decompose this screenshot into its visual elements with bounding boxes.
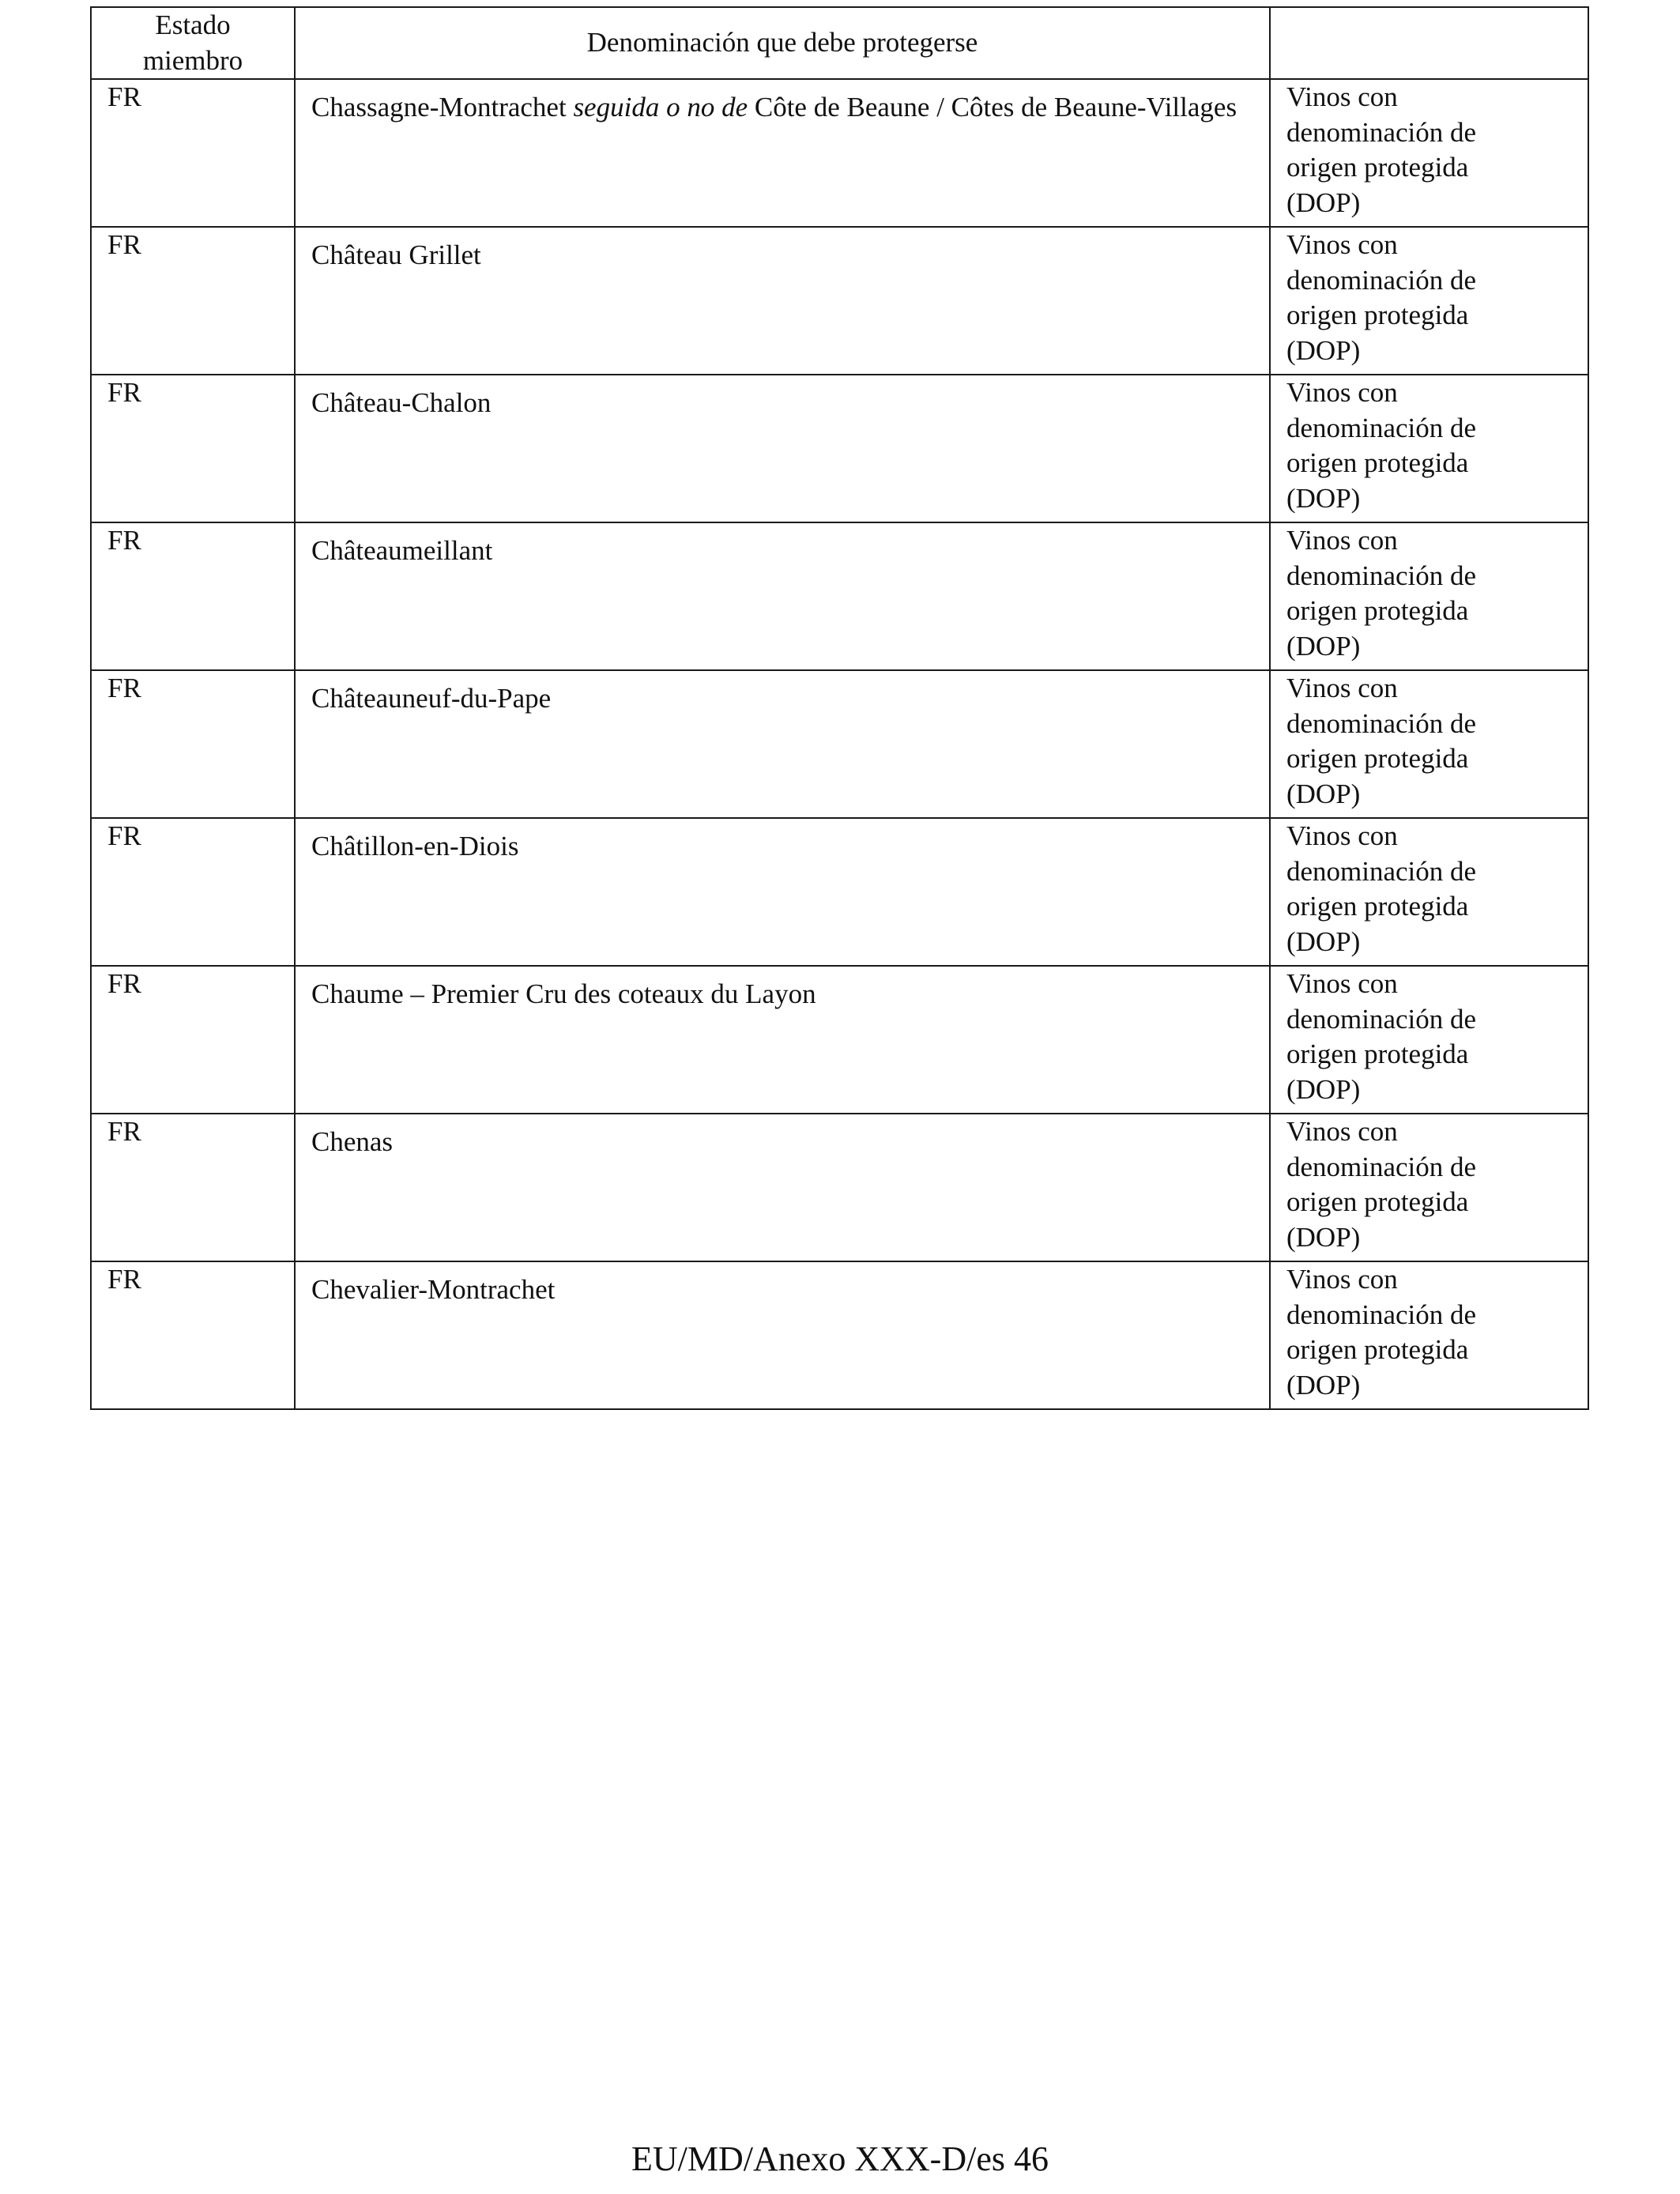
cell-type <box>1270 670 1588 818</box>
cell-type <box>1270 1261 1588 1409</box>
cell-name: Chaume – Premier Cru des coteaux du Layon <box>295 966 1270 1114</box>
type-line: Vinos con <box>1286 377 1398 408</box>
type-line: Vinos con <box>1286 525 1398 556</box>
name-qualifier: seguida o no de <box>573 92 748 123</box>
table-row <box>91 966 1588 1114</box>
cell-type <box>1270 1114 1588 1261</box>
type-line: (DOP) <box>1286 778 1361 809</box>
type-line: origen protegida <box>1286 300 1469 330</box>
type-line: origen protegida <box>1286 152 1469 183</box>
cell-name: Châteaumeillant <box>295 522 1270 670</box>
type-line: (DOP) <box>1286 1073 1361 1105</box>
type-line: origen protegida <box>1286 743 1469 774</box>
cell-type <box>1270 966 1588 1114</box>
cell-type <box>1270 375 1588 522</box>
cell-type <box>1270 79 1588 227</box>
type-line: origen protegida <box>1286 891 1469 922</box>
cell-type <box>1270 818 1588 966</box>
type-line: denominación de <box>1286 116 1477 148</box>
type-line: denominación de <box>1286 707 1477 739</box>
type-line: origen protegida <box>1286 595 1469 626</box>
type-line: origen protegida <box>1286 1334 1469 1365</box>
protected-names-table <box>90 6 1589 1410</box>
type-line: (DOP) <box>1286 925 1361 957</box>
type-line: origen protegida <box>1286 447 1469 478</box>
table-row <box>91 1114 1588 1261</box>
cell-state: FR <box>91 818 295 966</box>
name-text: Chassagne-Montrachet <box>311 92 574 123</box>
cell-name: Châtillon-en-Diois <box>295 818 1270 966</box>
type-line: Vinos con <box>1286 1116 1398 1147</box>
type-line: (DOP) <box>1286 187 1361 218</box>
type-line: origen protegida <box>1286 1039 1469 1069</box>
cell-name <box>295 79 1270 227</box>
header-type <box>1270 7 1588 79</box>
table-header <box>91 7 1588 79</box>
cell-state: FR <box>91 1114 295 1261</box>
cell-type <box>1270 227 1588 375</box>
type-line: Vinos con <box>1286 673 1398 703</box>
table-body <box>91 79 1588 1409</box>
type-line: (DOP) <box>1286 630 1361 662</box>
type-line: origen protegida <box>1286 1186 1469 1217</box>
cell-state: FR <box>91 670 295 818</box>
type-line: denominación de <box>1286 1299 1477 1330</box>
cell-name: Châteauneuf-du-Pape <box>295 670 1270 818</box>
type-line: (DOP) <box>1286 334 1361 366</box>
type-line: Vinos con <box>1286 820 1398 851</box>
table-header-row <box>91 7 1588 79</box>
type-line: denominación de <box>1286 1003 1477 1035</box>
type-line: Vinos con <box>1286 229 1398 260</box>
type-line: (DOP) <box>1286 1369 1361 1400</box>
type-line: Vinos con <box>1286 81 1398 112</box>
cell-state: FR <box>91 79 295 227</box>
type-line: denominación de <box>1286 855 1477 887</box>
cell-name: Chenas <box>295 1114 1270 1261</box>
cell-name: Château Grillet <box>295 227 1270 375</box>
cell-name: Château-Chalon <box>295 375 1270 522</box>
type-line: (DOP) <box>1286 482 1361 514</box>
table-row <box>91 375 1588 522</box>
table-row <box>91 522 1588 670</box>
type-line: Vinos con <box>1286 1264 1398 1295</box>
cell-state: FR <box>91 966 295 1114</box>
cell-state: FR <box>91 522 295 670</box>
type-line: (DOP) <box>1286 1221 1361 1253</box>
cell-state: FR <box>91 375 295 522</box>
type-line: denominación de <box>1286 264 1477 296</box>
type-line: denominación de <box>1286 560 1477 591</box>
table-row <box>91 1261 1588 1409</box>
type-line: denominación de <box>1286 412 1477 443</box>
name-text-continued: Côte de Beaune / Côtes de Beaune-Villages <box>748 92 1237 123</box>
table-row <box>91 670 1588 818</box>
type-line: denominación de <box>1286 1151 1477 1182</box>
cell-type <box>1270 522 1588 670</box>
table-row <box>91 227 1588 375</box>
page-reference: EU/MD/Anexo XXX-D/es 46 <box>631 2139 1049 2178</box>
table-row <box>91 79 1588 227</box>
table-row <box>91 818 1588 966</box>
header-state: Estado miembro <box>91 7 295 79</box>
header-name: Denominación que debe protegerse <box>295 7 1270 79</box>
cell-state: FR <box>91 1261 295 1409</box>
cell-state: FR <box>91 227 295 375</box>
type-line: Vinos con <box>1286 968 1398 999</box>
cell-name: Chevalier-Montrachet <box>295 1261 1270 1409</box>
